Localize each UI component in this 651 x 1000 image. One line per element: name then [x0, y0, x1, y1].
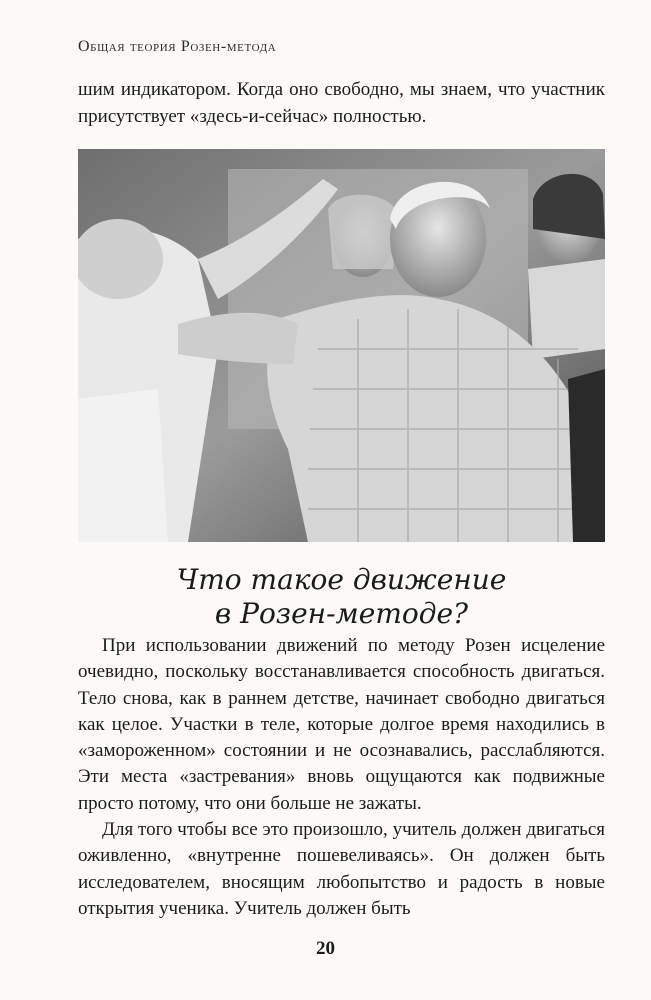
body-paragraph-1: При использовании движений по методу Розен исцеление очевидно, поскольку восстанавливается способность двигаться. Тело снова, как в раннем детстве, начинает свободно двигаться как целое. Участки в теле, которые долгое время находились в «замороженном» состоянии и не осознавались, расслабляются. Эти места «застревания» вновь ощущаются как подвижные просто потому, что они больше не зажаты. — [78, 635, 605, 814]
section-heading — [78, 563, 605, 631]
body-text — [78, 633, 605, 922]
photo — [78, 149, 605, 542]
photo-of-dancing-people-icon — [78, 149, 605, 542]
intro-text — [78, 76, 605, 130]
page-number: 20 — [316, 938, 335, 959]
body-paragraph-2: Для того чтобы все это произошло, учитель должен двигаться оживленно, «внутренне пошевеливаясь». Он должен быть исследователем, вносящим любопытство и радость в новые открытия ученика. Учитель должен быть — [78, 819, 605, 919]
intro-paragraph: шим индикатором. Когда оно свободно, мы знаем, что участник присутствует «здесь-и-сейчас» полностью. — [78, 79, 605, 127]
section-heading-line2: в Розен-методе? — [214, 597, 469, 630]
section-heading-line1: Что такое движение — [176, 563, 507, 596]
running-header: Общая теория Розен-метода — [78, 38, 277, 55]
